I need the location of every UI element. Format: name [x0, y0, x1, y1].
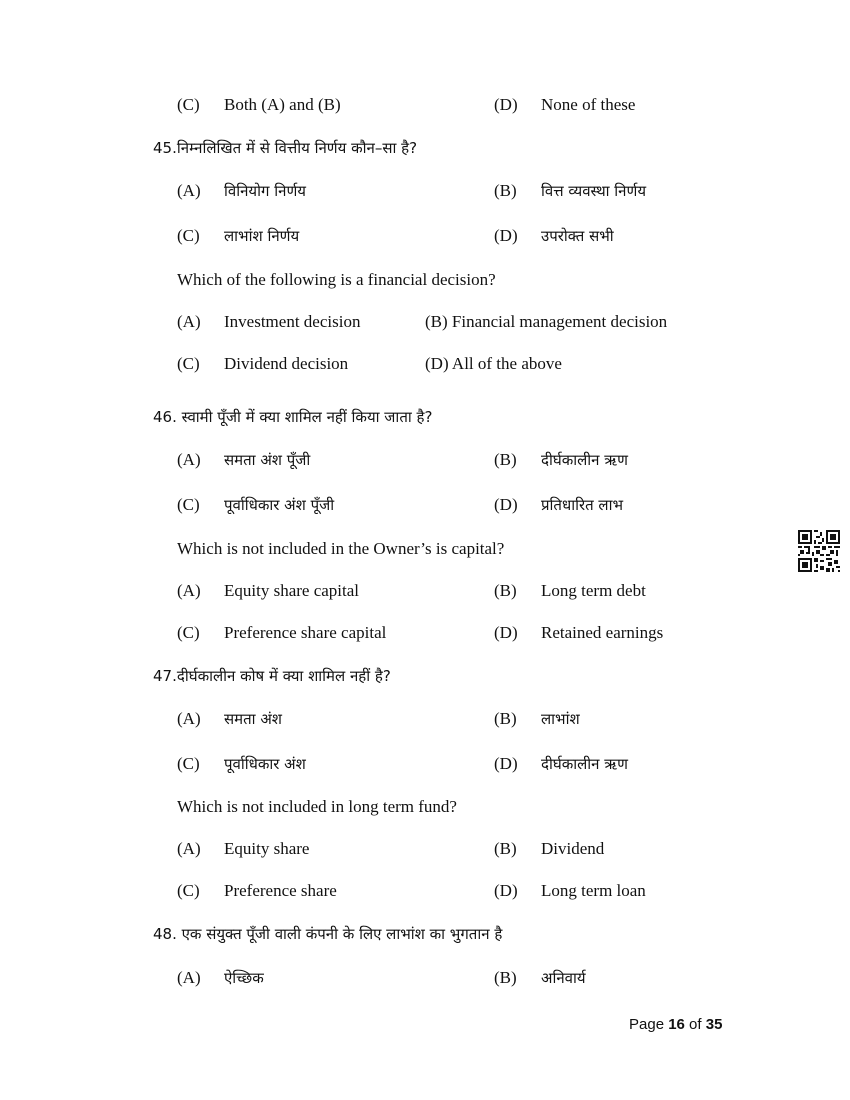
option-text: Long term debt [541, 581, 646, 600]
option-row [0, 968, 850, 998]
option-label: (B) [494, 839, 517, 858]
option-label: (A) [177, 839, 201, 858]
option-row [0, 354, 850, 384]
question-text: 47.दीर्घकालीन कोष में क्या शामिल नहीं है? [153, 667, 391, 685]
option-label: (D) [494, 95, 518, 114]
question-english [0, 539, 850, 569]
option-row [0, 495, 850, 525]
question-hindi [0, 666, 850, 696]
page-separator: of [684, 1016, 706, 1033]
option-row [0, 623, 850, 653]
option-label: (D) [494, 226, 518, 245]
question-text: Which is not included in long term fund? [177, 797, 457, 816]
page-footer [629, 1016, 722, 1033]
question-hindi [0, 138, 850, 168]
option-label: (C) [177, 881, 200, 900]
option-label: (A) [177, 181, 201, 200]
option-text: समता अंश पूँजी [224, 451, 311, 469]
option-label: (B) [494, 181, 517, 200]
option-text: Long term loan [541, 881, 646, 900]
qr-code-icon [798, 530, 840, 572]
option-text: उपरोक्त सभी [541, 227, 614, 245]
option-text: Preference share [224, 881, 337, 900]
option-label: (B) [494, 968, 517, 987]
option-text: None of these [541, 95, 636, 114]
option-row [0, 839, 850, 869]
option-row [0, 450, 850, 480]
page-current: 16 [668, 1016, 685, 1033]
option-text: समता अंश [224, 710, 282, 728]
option-label: (C) [177, 226, 200, 245]
option-text: Dividend decision [224, 354, 349, 373]
option-row [0, 181, 850, 211]
option-label: (B) [494, 450, 517, 469]
option-label: (B) [494, 709, 517, 728]
option-label: (D) [494, 754, 518, 773]
option-label: (C) [177, 623, 200, 642]
option-label: (A) [177, 709, 201, 728]
question-hindi [0, 924, 850, 954]
question-english [0, 797, 850, 827]
option-text: लाभांश [541, 710, 580, 728]
question-text: Which of the following is a financial decision? [177, 270, 496, 289]
question-text: Which is not included in the Owner’s is capital? [177, 539, 505, 558]
question-text: 46. स्वामी पूँजी में क्या शामिल नहीं किया जाता है? [153, 408, 433, 426]
option-label: (C) [177, 95, 200, 114]
option-row [0, 312, 850, 342]
option-text: Retained earnings [541, 623, 664, 642]
option-text: पूर्वाधिकार अंश पूँजी [224, 496, 335, 514]
option-text: दीर्घकालीन ऋण [541, 451, 628, 469]
option-label: (D) [494, 881, 518, 900]
question-text: 45.निम्नलिखित में से वित्तीय निर्णय कौन–सा है? [153, 139, 418, 157]
option-text: वित्त व्यवस्था निर्णय [541, 182, 647, 200]
option-text: अनिवार्य [541, 969, 586, 987]
question-text: 48. एक संयुक्त पूँजी वाली कंपनी के लिए लाभांश का भुगतान है [153, 925, 503, 943]
option-row [0, 754, 850, 784]
option-text: (D) All of the above [425, 354, 562, 373]
option-label: (A) [177, 450, 201, 469]
option-text: Equity share [224, 839, 310, 858]
option-row [0, 581, 850, 611]
option-row [0, 95, 850, 125]
option-row [0, 226, 850, 256]
option-text: लाभांश निर्णय [224, 227, 300, 245]
page-prefix: Page [629, 1016, 669, 1033]
option-text: (B) Financial management decision [425, 312, 668, 331]
option-label: (D) [494, 623, 518, 642]
option-text: विनियोग निर्णय [224, 182, 306, 200]
option-text: Both (A) and (B) [224, 95, 341, 114]
option-text: Preference share capital [224, 623, 387, 642]
option-text: प्रतिधारित लाभ [541, 496, 624, 514]
option-text: ऐच्छिक [224, 969, 264, 987]
option-label: (A) [177, 968, 201, 987]
option-row [0, 709, 850, 739]
question-hindi [0, 407, 850, 437]
option-label: (A) [177, 312, 201, 331]
option-row [0, 881, 850, 911]
option-label: (C) [177, 754, 200, 773]
option-text: Dividend [541, 839, 605, 858]
option-label: (A) [177, 581, 201, 600]
option-text: पूर्वाधिकार अंश [224, 755, 306, 773]
option-label: (B) [494, 581, 517, 600]
option-label: (C) [177, 354, 200, 373]
option-text: Equity share capital [224, 581, 360, 600]
option-text: Investment decision [224, 312, 361, 331]
option-text: दीर्घकालीन ऋण [541, 755, 628, 773]
option-label: (D) [494, 495, 518, 514]
page-total: 35 [705, 1016, 723, 1033]
question-english [0, 270, 850, 300]
option-label: (C) [177, 495, 200, 514]
